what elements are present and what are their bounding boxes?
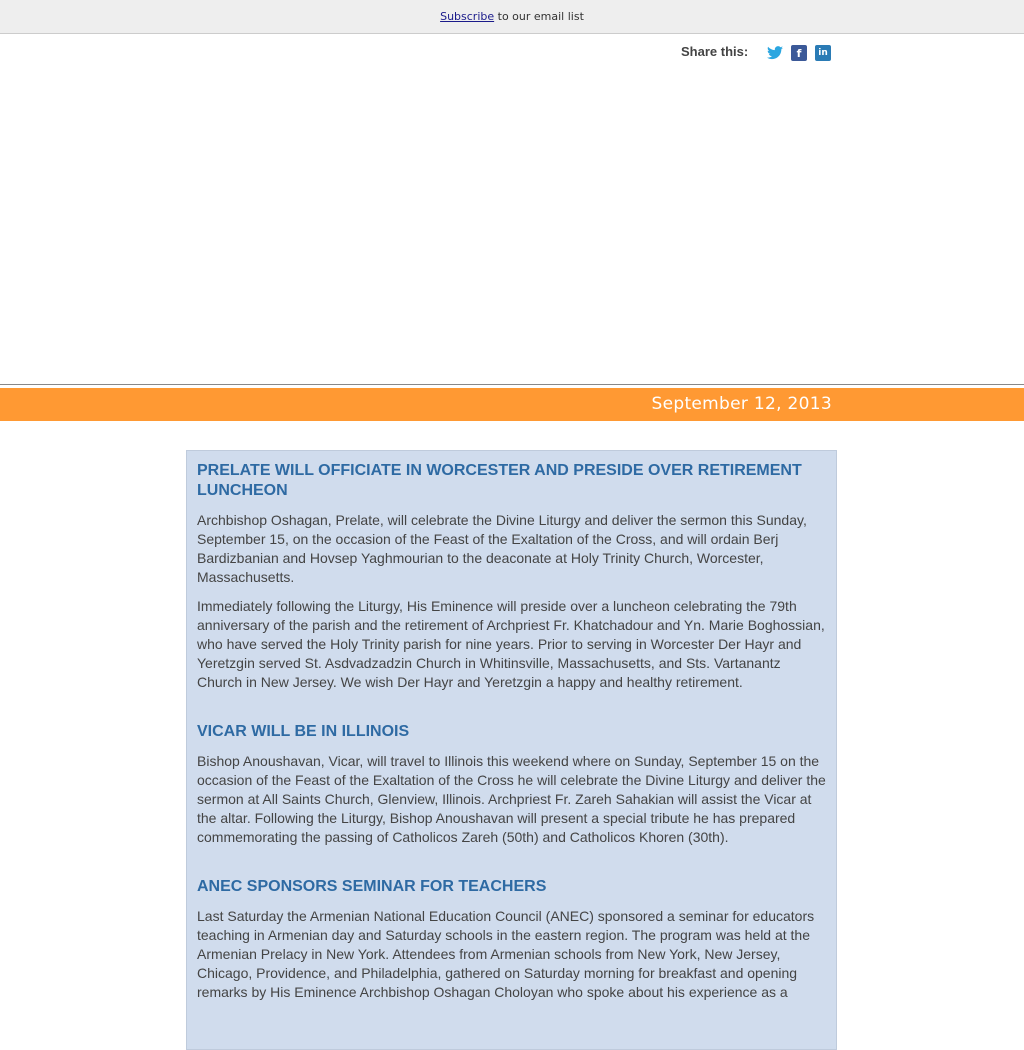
subscribe-bar — [0, 0, 1024, 34]
subscribe-text: to our email list — [494, 10, 584, 23]
header-divider — [0, 384, 1024, 385]
linkedin-icon[interactable]: in — [815, 45, 831, 61]
subscribe-link[interactable]: Subscribe — [440, 10, 495, 23]
article-title: VICAR WILL BE IN ILLINOIS — [197, 723, 410, 740]
article-title: ANEC SPONSORS SEMINAR FOR TEACHERS — [197, 878, 547, 895]
article-paragraph: Last Saturday the Armenian National Education Council (ANEC) sponsored a seminar for educators teaching in Armenian day and Saturday schools in the eastern region. The program was held at the Armenian Prelacy in New York. Attendees from Armenian schools from New York, New Jersey, Chicago, Providence, and Philadelphia, gathered on Saturday morning for breakfast and opening remarks by His Eminence Archbishop Oshagan Choloyan who spoke about his experience as a — [197, 908, 815, 1000]
article — [197, 461, 826, 692]
twitter-icon[interactable] — [767, 45, 783, 61]
share-icons — [767, 45, 831, 61]
date-banner — [0, 388, 1024, 421]
newsletter-content — [186, 450, 837, 1050]
article — [197, 722, 826, 847]
article-paragraph: Archbishop Oshagan, Prelate, will celebrate the Divine Liturgy and deliver the sermon this Sunday, September 15, on the occasion of the Feast of the Exaltation of the Cross, and will ordain Berj Bardizbanian and Hovsep Yaghmourian to the deaconate at Holy Trinity Church, Worcester, Massachusetts. — [197, 512, 807, 585]
issue-date: September 12, 2013 — [651, 394, 832, 414]
article-paragraph: Bishop Anoushavan, Vicar, will travel to Illinois this weekend where on Sunday, September 15 on the occasion of the Feast of the Exaltation of the Cross he will celebrate the Divine Liturgy and deliver the sermon at All Saints Church, Glenview, Illinois. Archpriest Fr. Zareh Sahakian will assist the Vicar at the altar. Following the Liturgy, Bishop Anoushavan will present a special tribute he has prepared commemorating the passing of Catholicos Zareh (50th) and Catholicos Khoren (30th). — [197, 753, 826, 845]
article-paragraph: Immediately following the Liturgy, His Eminence will preside over a luncheon celebrating the 79th anniversary of the parish and the retirement of Archpriest Fr. Khatchadour and Yn. Marie Boghossian, who have served the Holy Trinity parish for nine years. Prior to serving in Worcester Der Hayr and Yeretzgin served St. Asdvadzadzin Church in Whitinsville, Massachusetts, and Sts. Vartanantz Church in New Jersey. We wish Der Hayr and Yeretzgin a happy and healthy retirement. — [197, 598, 825, 690]
article — [197, 877, 826, 1002]
article-title: PRELATE WILL OFFICIATE IN WORCESTER AND PRESIDE OVER RETIREMENT LUNCHEON — [197, 462, 802, 499]
share-label: Share this: — [681, 44, 749, 59]
facebook-icon[interactable]: f — [791, 45, 807, 61]
